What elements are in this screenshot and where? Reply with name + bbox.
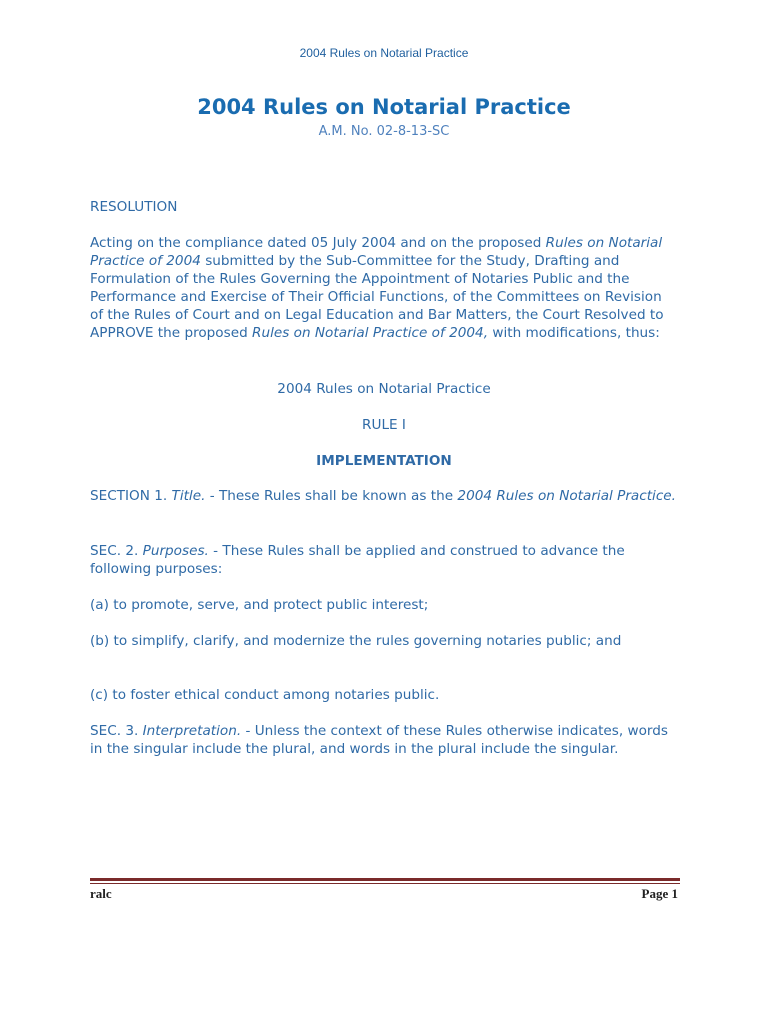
resolution-text-2: submitted by the Sub-Committee for the Study, Drafting and Formulation of the Rules Governing the Appointment of Notaries Public and the Performance and Exercise of Their Official Functions, of the Committees on Revision of the Rules of Court and on Legal Education and Bar Matters, the Court Resolved to APPROVE the proposed bbox=[90, 253, 664, 341]
purpose-item-b: (b) to simplify, clarify, and modernize the rules governing notaries public; and bbox=[90, 633, 622, 649]
section-3-label: SEC. 3. bbox=[90, 723, 143, 739]
footer-divider-thin bbox=[90, 883, 680, 884]
section-2 bbox=[90, 542, 678, 578]
document-subtitle: A.M. No. 02-8-13-SC bbox=[318, 124, 450, 139]
section-3 bbox=[90, 722, 678, 758]
document-title: 2004 Rules on Notarial Practice bbox=[197, 95, 571, 119]
section-3-title: Interpretation. bbox=[142, 723, 242, 739]
footer-divider bbox=[90, 878, 680, 881]
section-2-label: SEC. 2. bbox=[90, 543, 143, 559]
purpose-item-c: (c) to foster ethical conduct among notaries public. bbox=[90, 687, 440, 703]
rules-title: 2004 Rules on Notarial Practice bbox=[277, 381, 491, 397]
section-3-text: - Unless the context of these Rules otherwise indicates, words in the singular include the plural, and words in the plural include the singular. bbox=[90, 723, 668, 757]
resolution-italic-1: Rules on Notarial Practice of 2004 bbox=[90, 235, 663, 269]
section-1-italic: 2004 Rules on Notarial Practice. bbox=[457, 488, 676, 504]
resolution-heading: RESOLUTION bbox=[90, 199, 178, 215]
section-2-text: - These Rules shall be applied and construed to advance the following purposes: bbox=[90, 543, 625, 577]
resolution-italic-2: Rules on Notarial Practice of 2004, bbox=[252, 325, 489, 341]
section-1-title: Title. bbox=[171, 488, 206, 504]
running-header: 2004 Rules on Notarial Practice bbox=[299, 46, 469, 60]
page-number: Page 1 bbox=[641, 886, 678, 901]
rule-number: RULE I bbox=[362, 417, 406, 433]
resolution-text-3: with modifications, thus: bbox=[488, 325, 660, 341]
footer-initials: ralc bbox=[90, 886, 112, 901]
resolution-paragraph bbox=[90, 234, 678, 342]
purpose-item-a: (a) to promote, serve, and protect public interest; bbox=[90, 597, 429, 613]
section-1-text: - These Rules shall be known as the bbox=[205, 488, 458, 504]
resolution-text-1: Acting on the compliance dated 05 July 2004 and on the proposed bbox=[90, 235, 546, 251]
rule-name: IMPLEMENTATION bbox=[316, 453, 452, 469]
section-2-title: Purposes. bbox=[142, 543, 209, 559]
section-1-label: SECTION 1. bbox=[90, 488, 172, 504]
section-1 bbox=[90, 487, 678, 505]
